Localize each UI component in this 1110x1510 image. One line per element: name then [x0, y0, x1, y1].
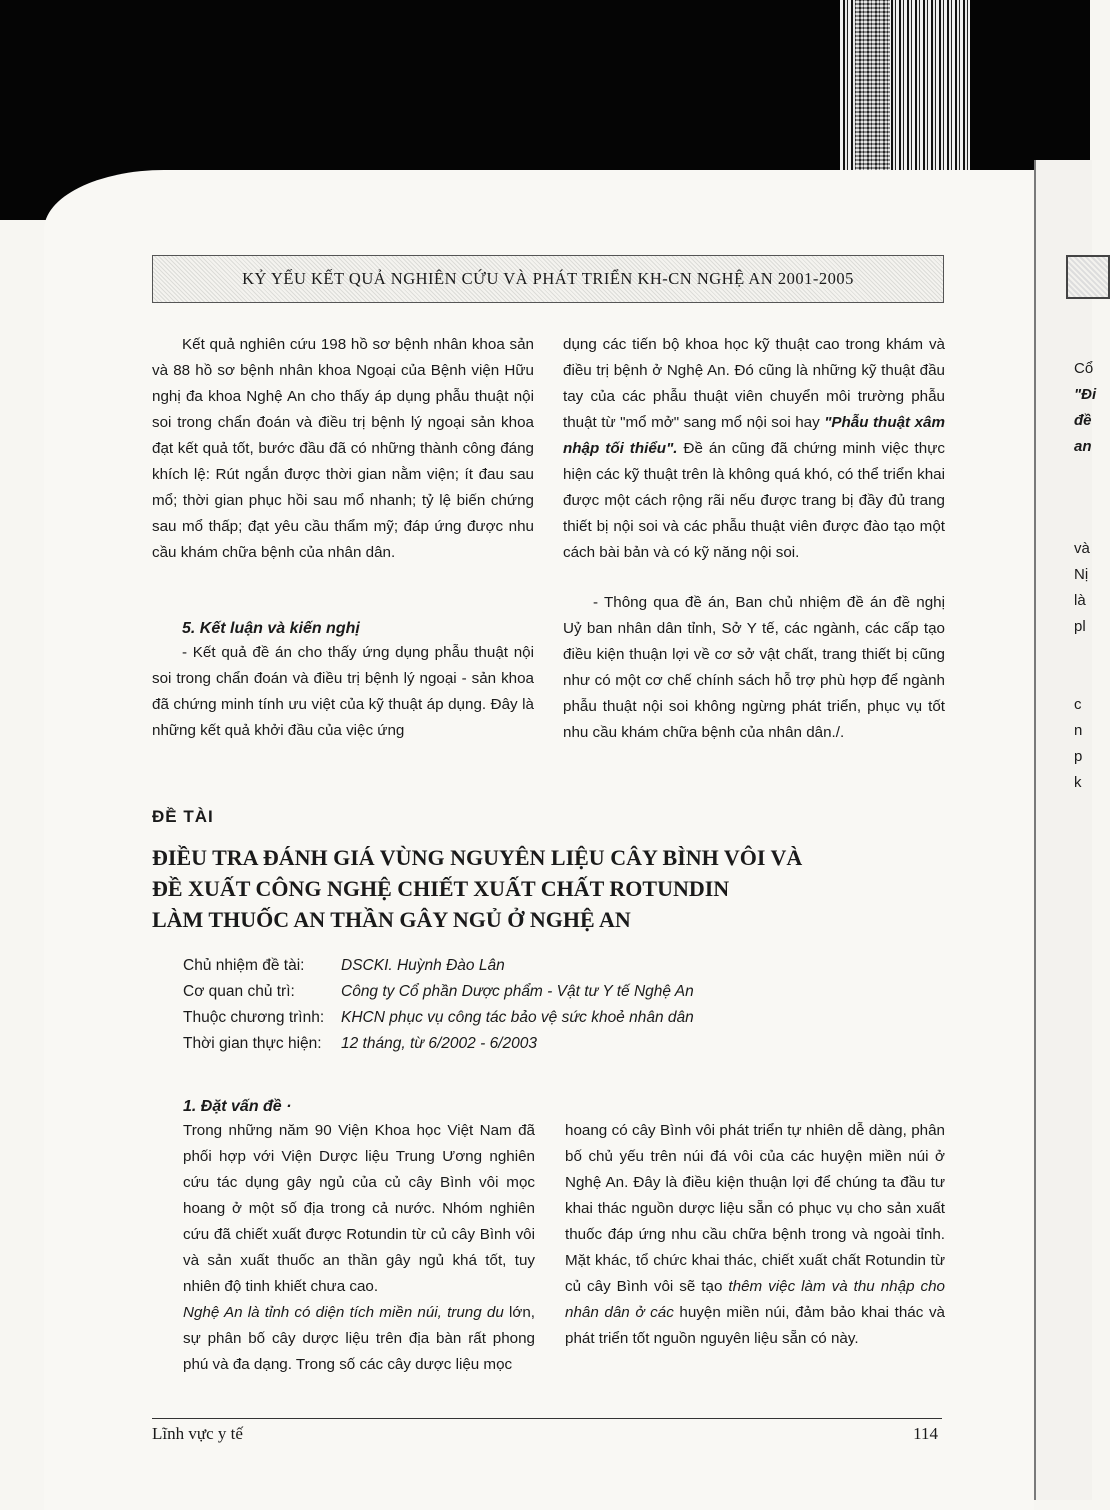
adjacent-fragment: đề	[1074, 412, 1092, 429]
paragraph-text: lớn, sự phân bố cây dược liệu trên địa bàn rất phong phú và đa dạng. Trong số các cây dược liệu mọc	[183, 1304, 535, 1373]
adjacent-fragment: Cổ	[1074, 360, 1094, 377]
paragraph-text: hoang có cây Bình vôi phát triển tự nhiên dễ dàng, phân bố chủ yếu trên núi đá vôi của các huyện miền núi ở Nghệ An. Đây là điều kiện thuận lợi để chúng ta đầu tư khai thác nguồn dược liệu sẵn có phục vụ cho sản xuất thuốc đáp ứng nhu cầu chữa bệnh trong và ngoài tỉnh. Mặt khác, tổ chức khai thác, chiết xuất chất Rotundin từ củ cây Bình vôi sẽ tạo	[565, 1122, 945, 1295]
intro-paragraph: Kết quả nghiên cứu 198 hồ sơ bệnh nhân khoa sản và 88 hồ sơ bệnh nhân khoa Ngoại của Bệnh viện Hữu nghị đa khoa Nghệ An cho thấy áp dụng phẫu thuật nội soi trong chẩn đoán và điều trị bệnh lý ngoại sản khoa đạt kết quả tốt, bước đầu đã có những thành công đáng khích lệ: Rút ngắn được thời gian nằm viện; ít đau sau mổ; thời gian phục hồi sau mổ nhanh; tỷ lệ biến chứng sau mổ thấp; đạt yêu cầu thẩm mỹ; đáp ứng được nhu cầu khám chữa bệnh của nhân dân.	[152, 336, 534, 561]
scan-edge-artifact-2	[855, 0, 890, 175]
section-1-heading	[183, 1098, 291, 1116]
page-number: 114	[913, 1424, 938, 1443]
adjacent-fragment: pl	[1074, 618, 1086, 635]
running-header-text: KỶ YẾU KẾT QUẢ NGHIÊN CỨU VÀ PHÁT TRIỂN KH-CN NGHỆ AN 2001-2005	[242, 269, 854, 288]
adjacent-fragment: an	[1074, 438, 1092, 455]
meta-key: Chủ nhiệm đề tài:	[183, 957, 305, 974]
section-1-heading-text: 1. Đặt vấn đề ·	[183, 1098, 292, 1115]
meta-key: Thuộc chương trình:	[183, 1009, 325, 1026]
adjacent-page-edge	[1034, 160, 1097, 1500]
meta-row	[183, 953, 694, 979]
meta-row	[183, 1005, 694, 1031]
meta-value: Công ty Cổ phần Dược phẩm - Vật tư Y tế Nghệ An	[341, 983, 694, 1000]
paragraph-text: dụng các tiến bộ khoa học kỹ thuật cao trong khám và điều trị bệnh ở Nghệ An. Đó cũng là những kỹ thuật đầu tay của các phẫu thuật viên chuyển môi trường phẫu thuật từ "mổ mở" sang mổ nội soi hay	[563, 336, 945, 431]
italic-text: Nghệ An là tỉnh có diện tích miền núi, trung du	[183, 1304, 504, 1321]
topic-label: ĐỀ TÀI	[152, 807, 214, 826]
section-5-paragraph: - Kết quả đề án cho thấy ứng dụng phẫu thuật nội soi trong chẩn đoán và điều trị bệnh lý ngoại - sản khoa đã chứng minh tính ưu việt của kỹ thuật áp dụng. Đây là những kết quả khởi đầu của việc ứng	[152, 644, 534, 739]
paragraph-text: Đề án cũng đã chứng minh việc thực hiện các kỹ thuật trên là không quá khó, có thể triển khai được một cách rộng rãi nếu được trang bị đầy đủ trang thiết bị nội soi và các phẫu thuật viên được đào tạo một cách bài bản và có kỹ năng nội soi.	[563, 440, 945, 561]
adjacent-fragment: n	[1074, 722, 1083, 739]
section-1-left-paragraph-2	[183, 1300, 535, 1378]
adjacent-fragment: p	[1074, 748, 1083, 765]
adjacent-fragment: là	[1074, 592, 1086, 609]
topic-title-line: LÀM THUỐC AN THẦN GÂY NGỦ Ở NGHỆ AN	[152, 907, 631, 932]
section-5-heading-text: 5. Kết luận và kiến nghị	[182, 620, 360, 637]
meta-key: Thời gian thực hiện:	[183, 1035, 322, 1052]
adjacent-fragment: k	[1074, 774, 1082, 791]
recommendation-paragraph: - Thông qua đề án, Ban chủ nhiệm đề án đề nghị Uỷ ban nhân dân tỉnh, Sở Y tế, các ngành, các cấp tạo điều kiện thuận lợi về cơ sở vật chất, trang thiết bị cũng như có một cơ chế chính sách hỗ trợ phù hợp để ngành phẫu thuật nội soi không ngừng phát triển, phục vụ tốt nhu cầu khám chữa bệnh của nhân dân./.	[563, 594, 945, 741]
footer-rule	[152, 1418, 942, 1419]
section-1-left-paragraph-1: Trong những năm 90 Viện Khoa học Việt Nam đã phối hợp với Viện Dược liệu Trung Ương nghiên cứu tác dụng gây ngủ của củ cây Bình vôi mọc hoang ở một số địa trong cả nước. Nhóm nghiên cứu đã chiết xuất được Rotundin từ củ cây Bình vôi và sản xuất thuốc an thần gây ngủ khá tốt, tuy nhiên độ tinh khiết chưa cao.	[183, 1122, 535, 1295]
meta-key: Cơ quan chủ trì:	[183, 983, 295, 1000]
paragraph-text: huyện miền núi, đảm bảo khai thác và phát triển tốt nguồn nguyên liệu sẵn có này.	[565, 1304, 945, 1347]
italic-text: thêm việc làm và thu nhập cho nhân dân ở các	[565, 1278, 945, 1321]
section-5-heading	[182, 620, 360, 638]
adjacent-fragment: "Đi	[1074, 386, 1097, 403]
topic-metadata	[183, 953, 694, 1057]
adjacent-fragment: và	[1074, 540, 1090, 557]
meta-value: KHCN phục vụ công tác bảo vệ sức khoẻ nhân dân	[341, 1009, 694, 1026]
adjacent-fragment: Nị	[1074, 566, 1089, 583]
topic-title-line: ĐỀ XUẤT CÔNG NGHỆ CHIẾT XUẤT CHẤT ROTUNDIN	[152, 876, 730, 901]
running-header	[152, 255, 944, 303]
adjacent-fragment: c	[1074, 696, 1082, 713]
topic-title-line: ĐIỀU TRA ĐÁNH GIÁ VÙNG NGUYÊN LIỆU CÂY BÌNH VÔI VÀ	[152, 845, 803, 870]
footer-section-name: Lĩnh vực y tế	[152, 1424, 243, 1443]
meta-row	[183, 1031, 694, 1057]
conclusion-continued-paragraph	[563, 332, 945, 566]
section-1-right-paragraph	[565, 1118, 945, 1352]
adjacent-header-box	[1066, 255, 1110, 299]
emphasis-text: "Phẫu thuật xâm nhập tối thiểu".	[563, 414, 945, 457]
meta-value: 12 tháng, từ 6/2002 - 6/2003	[341, 1035, 537, 1052]
topic-title	[152, 842, 952, 935]
meta-row	[183, 979, 694, 1005]
meta-value: DSCKI. Huỳnh Đào Lân	[341, 957, 505, 974]
